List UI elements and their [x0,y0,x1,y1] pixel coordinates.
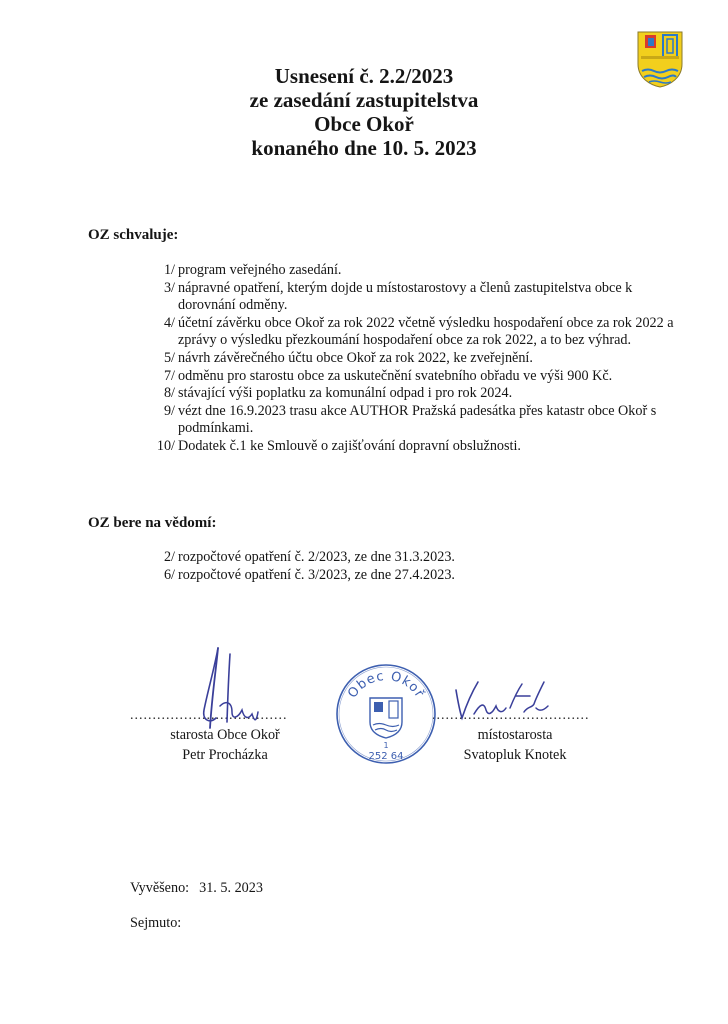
stamp-title-text: Obec Okoř [345,668,428,702]
item-text: návrh závěrečného účtu obce Okoř za rok 2022, ke zveřejnění. [178,349,533,366]
resolution-title [0,64,728,160]
list-item [155,262,675,280]
mayor-role: starosta Obce Okoř [170,727,280,743]
item-text: účetní závěrku obce Okoř za rok 2022 včetně výsledku hospodaření obce za rok 2022 a zprávy o výsledku přezkoumání hospodaření obce za rok 2022, a to bez výhrad. [178,314,674,349]
item-number: 10/ [156,437,175,454]
stamp-postcode: 252 64 [368,751,404,762]
posted-date: 31. 5. 2023 [199,880,263,896]
item-number: 9/ [163,402,175,419]
item-number: 4/ [163,314,175,331]
item-number: 2/ [163,549,175,565]
deputy-signature [452,678,552,724]
list-item [155,385,675,403]
item-number: 1/ [163,262,175,278]
item-text: vézt dne 16.9.2023 trasu akce AUTHOR Pražská padesátka přes katastr obce Okoř s podmínkami. [178,402,657,437]
deputy-signature-block [440,725,590,765]
item-text: program veřejného zasedání. [178,262,342,278]
title-line: Obce Okoř [314,112,414,136]
notes-list [155,549,675,584]
approves-list [155,262,675,456]
posted-label: Vyvěšeno: [130,880,190,896]
list-item [155,438,675,456]
item-text: rozpočtové opatření č. 3/2023, ze dne 27.4.2023. [178,566,455,583]
mayor-signature-block [150,725,300,765]
title-line: Usnesení č. 2.2/2023 [274,64,454,88]
stamp-crest-icon [370,698,402,738]
list-item [155,368,675,386]
item-text: stávající výši poplatku za komunální odpad i pro rok 2024. [178,385,513,402]
mayor-name: Petr Procházka [182,747,268,763]
left-signature-line: ................................... [130,708,288,723]
list-item [155,350,675,368]
posted-row [130,880,263,897]
right-signature-line: ................................... [432,708,590,723]
item-text: nápravné opatření, kterým dojde u místostarostovy a členů zastupitelstva obce k dorovnání odměny. [178,279,633,314]
title-line: ze zasedání zastupitelstva [249,88,479,112]
item-text: odměnu pro starostu obce za uskutečnění svatebního obřadu ve výši 900 Kč. [178,367,613,384]
item-number: 3/ [163,279,175,296]
approves-heading: OZ schvaluje: [88,227,179,243]
notes-heading: OZ bere na vědomí: [88,515,217,531]
item-text: rozpočtové opatření č. 2/2023, ze dne 31.3.2023. [178,549,455,565]
list-item [155,280,675,315]
official-stamp [334,662,438,766]
deputy-name: Svatopluk Knotek [463,747,567,763]
item-number: 6/ [163,566,175,583]
list-item [155,315,675,350]
list-item [155,567,675,585]
item-number: 8/ [163,385,175,402]
list-item [155,549,675,567]
mayor-signature [196,640,266,736]
item-number: 7/ [163,367,175,384]
item-text: Dodatek č.1 ke Smlouvě o zajišťování dopravní obslužnosti. [178,437,521,454]
list-item [155,403,675,438]
item-number: 5/ [163,349,175,366]
removed-label: Sejmuto: [130,915,182,931]
stamp-number: 1 [383,741,389,750]
title-line: konaného dne 10. 5. 2023 [251,136,477,160]
deputy-role: místostarosta [477,727,553,743]
